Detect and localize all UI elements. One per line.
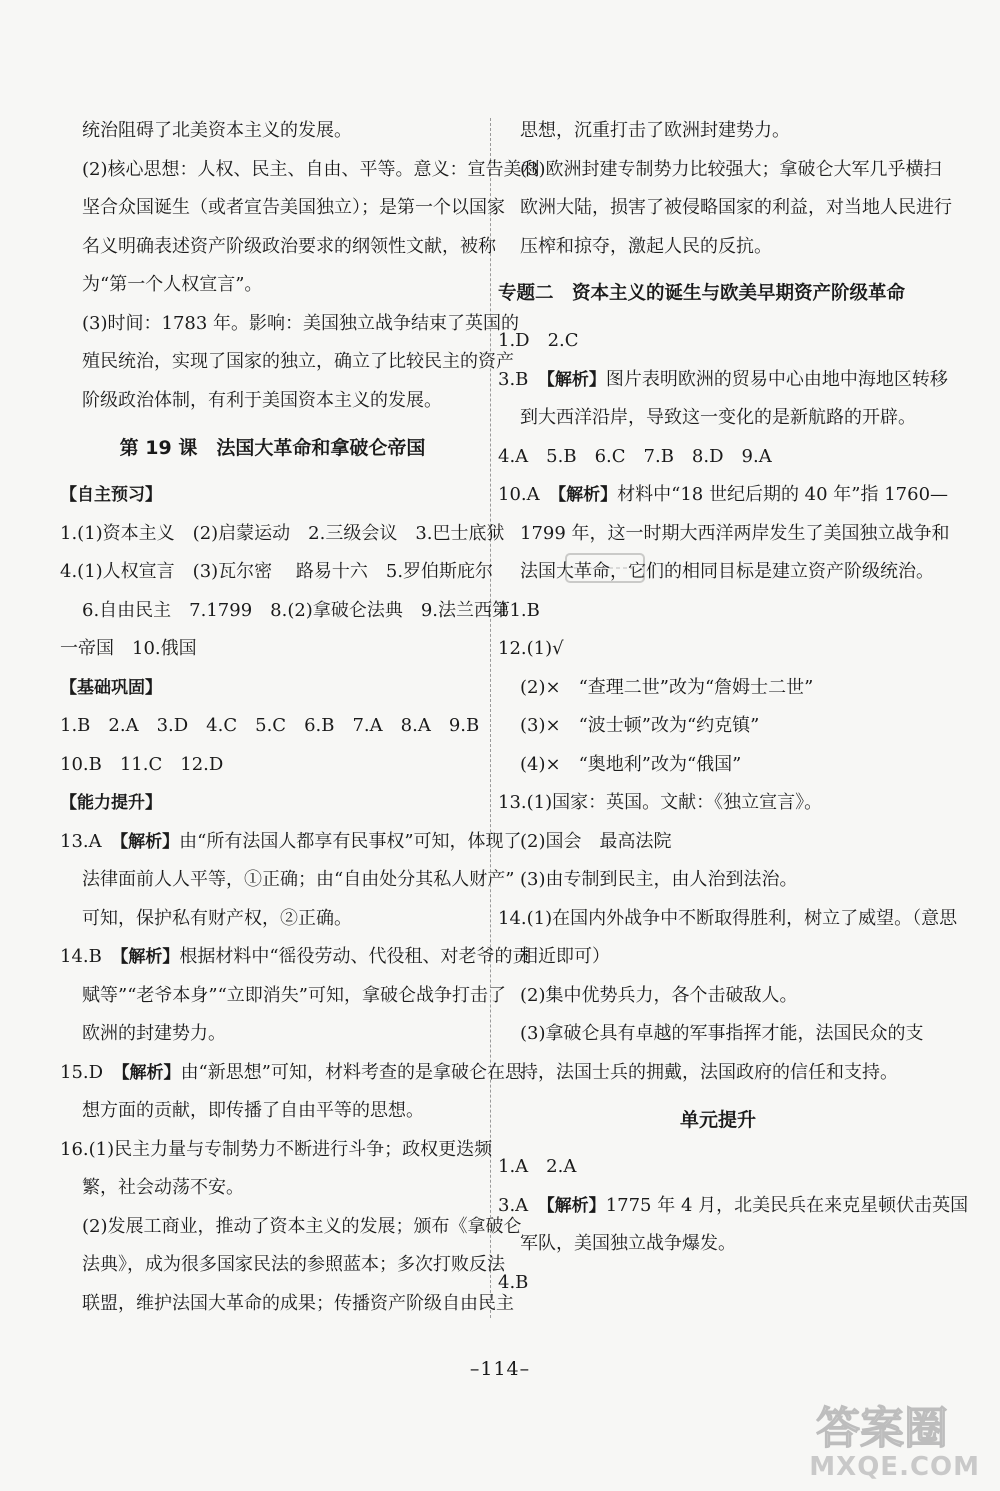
analysis-tag: 【解析】 — [546, 1195, 606, 1216]
self-study-answers — [60, 515, 510, 669]
page-number: –114– — [469, 1358, 531, 1380]
answer-line: 16.(1)民主力量与专制势力不断进行斗争；政权更迭频 — [60, 1138, 493, 1160]
answer-line: 1.B 2.A 3.D 4.C 5.C 6.B 7.A 8.A 9.B — [60, 715, 480, 736]
answer-line: 阶级政治体制，有利于美国资本主义的发展。 — [82, 389, 442, 411]
answer-line: 10.A 【解析】材料中“18 世纪后期的 40 年”指 1760— — [498, 484, 949, 505]
answer-line: 压榨和掠夺，激起人民的反抗。 — [520, 235, 772, 257]
answer-line: (3)时间：1783 年。影响：美国独立战争结束了英国的 — [82, 312, 520, 334]
answer-line: 欧洲大陆，损害了被侵略国家的利益，对当地人民进行 — [520, 197, 952, 218]
answer-line: 13.(1)国家：英国。文献：《独立宣言》。 — [498, 792, 823, 813]
answer-line: (4)× “奥地利”改为“俄国” — [520, 753, 742, 775]
watermark-url: MXQE.COM — [809, 1452, 980, 1482]
section-self-study: 【自主预习】 — [60, 485, 162, 505]
analysis-tag: 【解析】 — [121, 1062, 181, 1083]
answer-line: 一帝国 10.俄国 — [60, 638, 197, 659]
analysis-tag: 【解析】 — [119, 831, 180, 852]
answer-line: 名义明确表述资产阶级政治要求的纲领性文献，被称 — [82, 235, 496, 257]
answer-line: 3.B 【解析】图片表明欧洲的贸易中心由地中海地区转移 — [498, 368, 948, 390]
basic-answers — [60, 707, 485, 784]
section-basic: 【基础巩固】 — [60, 677, 162, 698]
answer-line: (2)核心思想：人权、民主、自由、平等。意义：宣告美利 — [82, 158, 540, 180]
answer-line: 联盟，维护法国大革命的成果；传播资产阶级自由民主 — [82, 1292, 514, 1314]
answer-line: 11.B — [498, 599, 540, 621]
right-column — [498, 112, 969, 1302]
answer-line: 4.B — [498, 1271, 529, 1293]
answer-line: 13.A 【解析】由“所有法国人都享有民事权”可知，体现了 — [60, 830, 522, 852]
answer-line: (2)× “查理二世”改为“詹姆士二世” — [520, 676, 814, 698]
answer-line: 殖民统治，实现了国家的独立，确立了比较民主的资产 — [82, 351, 514, 372]
answer-line: 法律面前人人平等，①正确；由“自由处分其私人财产” — [82, 869, 515, 890]
answer-line: 15.D 【解析】由“新思想”可知，材料考查的是拿破仑在思 — [60, 1061, 523, 1083]
answer-line: 4.(1)人权宣言 (3)瓦尔密 路易十六 5.罗伯斯庇尔 — [60, 561, 494, 582]
svg-text:答案圈: 答案圈 — [816, 1403, 948, 1454]
answer-line: 可知，保护私有财产权，②正确。 — [82, 907, 352, 929]
answer-line: (2)集中优势兵力，各个击破敌人。 — [520, 984, 798, 1006]
analysis-tag: 【解析】 — [119, 947, 180, 967]
answer-line: 军队，美国独立战争爆发。 — [520, 1233, 736, 1254]
answer-line: 想方面的贡献，即传播了自由平等的思想。 — [82, 1100, 424, 1121]
answer-line: 1799 年，这一时期大西洋两岸发生了美国独立战争和 — [520, 522, 950, 544]
answer-line: 法国大革命，它们的相同目标是建立资产阶级统治。 — [520, 561, 934, 582]
answer-line: (2)国会 最高法院 — [520, 830, 672, 852]
answer-line: 坚合众国诞生（或者宣告美国独立）；是第一个以国家 — [82, 197, 505, 218]
column-divider — [490, 118, 491, 1318]
analysis-tag: 【解析】 — [546, 369, 606, 390]
answer-line: (3)拿破仑具有卓越的军事指挥才能，法国民众的支 — [520, 1023, 924, 1044]
answer-line: 14.B 【解析】根据材料中“徭役劳动、代役租、对老爷的贡 — [60, 946, 531, 967]
lesson-19-title: 第 19 课 法国大革命和拿破仑帝国 — [119, 437, 426, 459]
answer-line: 1.D 2.C — [498, 330, 579, 351]
answer-line: 法典》，成为很多国家民法的参照蓝本；多次打败反法 — [82, 1254, 505, 1275]
answer-line: 12.(1)√ — [498, 638, 564, 659]
answer-line: 到大西洋沿岸，导致这一变化的是新航路的开辟。 — [520, 407, 916, 428]
answer-line: 统治阻碍了北美资本主义的发展。 — [82, 120, 352, 141]
answer-line: (2)发展工商业，推动了资本主义的发展；颁布《拿破仑 — [82, 1215, 522, 1237]
answer-line: (3)× “波士顿”改为“约克镇” — [520, 715, 760, 736]
faint-stamp-icon — [560, 548, 650, 588]
answer-line: 1.(1)资本主义 (2)启蒙运动 2.三级会议 3.巴士底狱 — [60, 522, 505, 544]
topic-2-title: 专题二 资本主义的诞生与欧美早期资产阶级革命 — [498, 283, 906, 304]
answer-line: 相近即可） — [520, 946, 610, 967]
answer-line: (3)欧洲封建专制势力比较强大；拿破仑大军几乎横扫 — [520, 158, 942, 180]
answer-line: 思想，沉重打击了欧洲封建势力。 — [520, 120, 790, 141]
answer-line: 持，法国士兵的拥戴，法国政府的信任和支持。 — [520, 1061, 898, 1083]
answer-line: 为“第一个人权宣言”。 — [82, 274, 263, 295]
answer-line: (3)由专制到民主，由人治到法治。 — [520, 869, 798, 890]
section-ability: 【能力提升】 — [60, 793, 162, 813]
unit-review-answers — [498, 1148, 969, 1302]
unit-review-title: 单元提升 — [679, 1109, 756, 1131]
answer-line: 14.(1)在国内外战争中不断取得胜利，树立了威望。（意思 — [498, 907, 958, 929]
answer-line: 欧洲的封建势力。 — [82, 1023, 226, 1044]
answer-line: 繁，社会动荡不安。 — [82, 1177, 244, 1198]
topic-2-answers — [498, 322, 958, 1092]
answer-line: 1.A 2.A — [498, 1156, 577, 1177]
answer-line: 6.自由民主 7.1799 8.(2)拿破仑法典 9.法兰西第 — [82, 599, 510, 621]
answer-line: 10.B 11.C 12.D — [60, 753, 224, 775]
answer-line: 赋等”“老爷本身”“立即消失”可知，拿破仑战争打击了 — [82, 984, 507, 1006]
answer-line: 4.A 5.B 6.C 7.B 8.D 9.A — [498, 445, 772, 467]
analysis-tag: 【解析】 — [557, 485, 618, 505]
right-answers-continued — [498, 112, 952, 266]
ability-answers — [60, 823, 531, 1324]
answer-line: 3.A 【解析】1775 年 4 月，北美民兵在来克星顿伏击英国 — [498, 1194, 969, 1216]
